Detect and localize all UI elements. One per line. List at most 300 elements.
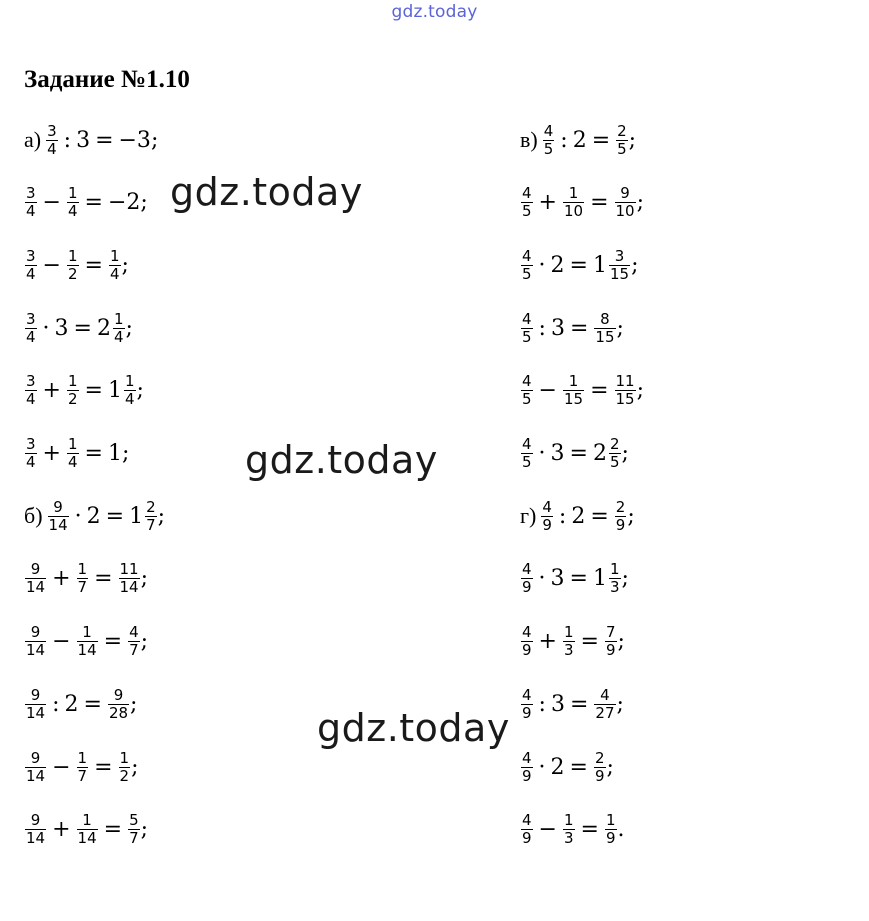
denominator: 7 xyxy=(77,766,88,785)
operator: : xyxy=(538,315,546,341)
denominator: 27 xyxy=(595,703,615,722)
equation-row xyxy=(520,738,614,796)
operator: − xyxy=(538,378,557,404)
numerator: 9 xyxy=(30,623,41,642)
fraction xyxy=(594,750,606,785)
denominator: 3 xyxy=(609,578,620,597)
operator: + xyxy=(42,378,61,404)
fraction xyxy=(25,311,37,346)
numerator: 1 xyxy=(67,372,78,391)
punctuation: ; xyxy=(621,441,629,466)
whole-part: 1 xyxy=(592,252,607,278)
numerator: 1 xyxy=(113,309,124,328)
numerator: 4 xyxy=(522,748,532,767)
part-label: а) xyxy=(24,127,42,152)
numerator: 4 xyxy=(522,184,532,203)
fraction xyxy=(543,123,555,158)
denominator: 5 xyxy=(609,453,620,471)
operator: · xyxy=(74,503,82,529)
part-label: б) xyxy=(24,503,43,529)
fraction xyxy=(521,185,533,220)
denominator: 9 xyxy=(615,515,626,534)
denominator: 14 xyxy=(26,578,46,597)
punctuation: ; xyxy=(121,441,130,466)
punctuation: ; xyxy=(130,691,138,717)
numerator: 1 xyxy=(568,372,579,391)
fraction xyxy=(521,812,533,847)
punctuation: ; xyxy=(631,252,639,278)
operator: = xyxy=(84,378,103,404)
whole-part: 1 xyxy=(107,378,122,404)
number: 3 xyxy=(54,315,69,341)
fraction xyxy=(25,812,46,847)
fraction xyxy=(594,311,615,346)
operator: : xyxy=(52,691,60,717)
watermark-1: gdz.today xyxy=(170,170,363,214)
numerator: 4 xyxy=(522,685,532,704)
fraction xyxy=(25,185,37,220)
whole-part: 2 xyxy=(592,441,607,466)
numerator: 4 xyxy=(522,246,532,265)
numerator: 1 xyxy=(82,623,92,642)
fraction xyxy=(124,373,136,408)
operator: = xyxy=(95,127,114,153)
fraction xyxy=(25,248,37,283)
denominator: 4 xyxy=(67,202,78,221)
operator: = xyxy=(103,817,123,843)
denominator: 5 xyxy=(522,453,532,471)
denominator: 7 xyxy=(77,578,88,597)
numerator: 4 xyxy=(522,435,532,453)
operator: − xyxy=(52,754,71,780)
numerator: 11 xyxy=(615,372,635,391)
operator: · xyxy=(538,754,546,780)
fraction xyxy=(609,248,630,283)
numerator: 3 xyxy=(26,435,36,453)
equation-row xyxy=(520,487,635,545)
punctuation: ; xyxy=(621,566,629,592)
denominator: 5 xyxy=(543,139,554,158)
numerator: 1 xyxy=(568,184,579,203)
denominator: 14 xyxy=(48,515,68,534)
fraction xyxy=(77,624,98,659)
operator: = xyxy=(105,503,125,529)
denominator: 14 xyxy=(119,578,139,597)
number: 2 xyxy=(64,691,79,717)
fraction xyxy=(521,561,533,596)
denominator: 2 xyxy=(119,766,130,785)
whole-part: 1 xyxy=(129,503,144,529)
equation-row xyxy=(24,801,148,859)
equation-row xyxy=(24,738,138,796)
numerator: 1 xyxy=(109,246,120,265)
task-title: Задание №1.10 xyxy=(24,66,190,93)
fraction xyxy=(113,311,125,346)
fraction xyxy=(67,248,79,283)
denominator: 9 xyxy=(605,641,616,660)
punctuation: . xyxy=(617,817,625,843)
punctuation: ; xyxy=(617,629,625,655)
fraction xyxy=(605,624,617,659)
numerator: 4 xyxy=(522,372,532,391)
mixed-number xyxy=(593,436,622,471)
denominator: 28 xyxy=(108,703,129,722)
denominator: 4 xyxy=(26,264,36,283)
numerator: 4 xyxy=(522,811,532,830)
denominator: 4 xyxy=(26,327,36,346)
punctuation: ; xyxy=(140,629,149,655)
number: −3 xyxy=(118,127,151,153)
operator: = xyxy=(590,503,609,529)
fraction xyxy=(615,185,636,220)
numerator: 1 xyxy=(563,811,574,830)
operator: = xyxy=(569,691,589,717)
mixed-number xyxy=(129,499,158,534)
denominator: 10 xyxy=(563,202,584,221)
denominator: 5 xyxy=(617,139,627,158)
operator: = xyxy=(590,190,609,216)
numerator: 1 xyxy=(67,184,78,203)
fraction xyxy=(119,750,131,785)
punctuation: ; xyxy=(125,315,133,341)
numerator: 2 xyxy=(609,435,620,453)
operator: = xyxy=(83,691,102,717)
operator: = xyxy=(580,817,599,843)
number: −2 xyxy=(107,190,141,216)
numerator: 9 xyxy=(30,811,41,830)
fraction xyxy=(521,687,533,722)
numerator: 4 xyxy=(129,623,139,642)
operator: = xyxy=(569,566,588,592)
equation-row xyxy=(24,550,148,608)
punctuation: ; xyxy=(140,190,148,216)
numerator: 3 xyxy=(26,309,36,328)
denominator: 15 xyxy=(609,264,630,283)
watermark-2: gdz.today xyxy=(245,438,438,482)
punctuation: ; xyxy=(636,190,645,216)
fraction xyxy=(67,373,79,408)
equation-row xyxy=(24,675,137,733)
operator: − xyxy=(42,252,61,278)
denominator: 2 xyxy=(67,264,78,283)
operator: + xyxy=(52,817,71,843)
top-watermark: gdz.today xyxy=(391,2,478,22)
numerator: 3 xyxy=(26,184,36,203)
fraction xyxy=(67,185,79,220)
fraction xyxy=(521,248,533,283)
fraction xyxy=(25,687,46,722)
part-label: в) xyxy=(520,127,538,152)
denominator: 14 xyxy=(26,829,46,848)
fraction xyxy=(128,624,140,659)
number: 3 xyxy=(550,566,565,592)
fraction xyxy=(605,812,617,847)
mixed-number xyxy=(593,248,631,283)
whole-part: 2 xyxy=(96,315,111,341)
numerator: 3 xyxy=(26,372,36,391)
denominator: 14 xyxy=(77,829,97,848)
operator: = xyxy=(569,315,589,341)
operator: = xyxy=(94,566,113,592)
numerator: 4 xyxy=(542,497,552,516)
mixed-number xyxy=(108,373,137,408)
punctuation: ; xyxy=(616,691,624,717)
denominator: 10 xyxy=(615,202,635,221)
punctuation: ; xyxy=(627,503,635,529)
denominator: 2 xyxy=(67,390,78,409)
equation-row xyxy=(520,299,624,357)
operator: = xyxy=(94,754,113,780)
fraction xyxy=(25,750,46,785)
equation-row xyxy=(520,111,636,169)
fraction xyxy=(521,624,533,659)
part-label: г) xyxy=(520,503,537,529)
denominator: 14 xyxy=(26,766,46,785)
numerator: 8 xyxy=(600,309,610,328)
operator: : xyxy=(538,691,546,717)
punctuation: ; xyxy=(131,754,139,780)
denominator: 5 xyxy=(522,202,532,221)
number: 2 xyxy=(550,754,565,780)
denominator: 9 xyxy=(522,703,532,722)
operator: − xyxy=(538,817,557,843)
number: 2 xyxy=(550,252,565,278)
denominator: 9 xyxy=(522,641,532,660)
operator: = xyxy=(569,754,588,780)
numerator: 4 xyxy=(522,309,532,328)
punctuation: ; xyxy=(140,817,149,843)
equation-row xyxy=(24,299,133,357)
numerator: 1 xyxy=(77,748,88,767)
denominator: 9 xyxy=(605,829,616,848)
fraction xyxy=(77,812,98,847)
denominator: 15 xyxy=(595,327,615,346)
numerator: 4 xyxy=(543,121,554,140)
numerator: 4 xyxy=(522,560,532,579)
numerator: 3 xyxy=(47,121,57,140)
fraction xyxy=(563,185,584,220)
equation-row xyxy=(24,362,144,420)
operator: = xyxy=(580,629,599,655)
numerator: 9 xyxy=(30,748,41,767)
watermark-3: gdz.today xyxy=(317,706,510,750)
fraction xyxy=(25,436,37,471)
equation-row xyxy=(520,236,639,294)
numerator: 9 xyxy=(30,560,41,579)
numerator: 1 xyxy=(563,623,574,642)
fraction xyxy=(119,561,140,596)
operator: = xyxy=(590,378,609,404)
denominator: 9 xyxy=(594,766,605,785)
fraction xyxy=(563,373,584,408)
numerator: 2 xyxy=(615,497,626,516)
equation-row xyxy=(520,801,625,859)
fraction xyxy=(67,436,79,471)
denominator: 4 xyxy=(26,390,36,409)
operator: = xyxy=(84,190,103,216)
fraction xyxy=(541,499,553,534)
denominator: 4 xyxy=(26,453,36,471)
numerator: 9 xyxy=(53,497,63,516)
numerator: 1 xyxy=(609,560,620,579)
punctuation: ; xyxy=(157,503,166,529)
numerator: 1 xyxy=(67,435,78,453)
denominator: 3 xyxy=(563,641,574,660)
equation-row xyxy=(520,613,625,671)
denominator: 7 xyxy=(129,829,139,848)
operator: = xyxy=(591,127,611,153)
number: 3 xyxy=(550,315,565,341)
fraction xyxy=(77,561,89,596)
equation-row xyxy=(520,425,629,483)
fraction xyxy=(521,436,533,471)
equation-row xyxy=(520,174,644,232)
number: 3 xyxy=(550,691,565,717)
operator: = xyxy=(569,441,588,466)
operator: − xyxy=(42,190,61,216)
number: 2 xyxy=(571,503,586,529)
denominator: 5 xyxy=(522,327,532,346)
denominator: 9 xyxy=(522,578,532,597)
numerator: 1 xyxy=(124,372,135,391)
denominator: 15 xyxy=(615,390,635,409)
denominator: 14 xyxy=(26,703,46,722)
fraction xyxy=(48,499,69,534)
mixed-number xyxy=(97,311,126,346)
punctuation: ; xyxy=(616,315,624,341)
operator: · xyxy=(42,315,50,341)
denominator: 4 xyxy=(109,264,120,283)
operator: + xyxy=(42,441,61,466)
numerator: 5 xyxy=(129,811,139,830)
denominator: 4 xyxy=(124,390,135,409)
number: 2 xyxy=(572,127,587,153)
operator: · xyxy=(538,441,546,466)
denominator: 4 xyxy=(67,453,78,471)
fraction xyxy=(25,561,46,596)
denominator: 4 xyxy=(26,202,36,221)
fraction xyxy=(145,499,157,534)
numerator: 9 xyxy=(620,184,630,203)
fraction xyxy=(46,123,58,158)
fraction xyxy=(609,436,621,471)
numerator: 9 xyxy=(113,685,124,704)
operator: + xyxy=(538,190,557,216)
operator: = xyxy=(84,441,103,466)
denominator: 9 xyxy=(522,829,532,848)
operator: = xyxy=(84,252,103,278)
operator: + xyxy=(52,566,71,592)
fraction xyxy=(128,812,140,847)
fraction xyxy=(521,373,533,408)
operator: = xyxy=(73,315,92,341)
denominator: 9 xyxy=(542,515,552,534)
numerator: 4 xyxy=(522,623,532,642)
fraction xyxy=(109,248,121,283)
operator: − xyxy=(52,629,71,655)
numerator: 4 xyxy=(600,685,610,704)
numerator: 1 xyxy=(119,748,130,767)
denominator: 14 xyxy=(26,641,46,660)
denominator: 15 xyxy=(563,390,584,409)
equation-row xyxy=(520,362,644,420)
numerator: 1 xyxy=(82,811,92,830)
operator: + xyxy=(538,629,557,655)
fraction xyxy=(563,812,575,847)
equation-row xyxy=(24,111,158,169)
operator: : xyxy=(558,503,567,529)
punctuation: ; xyxy=(136,378,144,404)
numerator: 2 xyxy=(617,121,627,140)
denominator: 14 xyxy=(77,641,97,660)
numerator: 3 xyxy=(26,246,36,265)
fraction xyxy=(521,311,533,346)
fraction xyxy=(25,624,46,659)
numerator: 9 xyxy=(30,685,41,704)
numerator: 11 xyxy=(119,560,139,579)
denominator: 4 xyxy=(47,139,57,158)
punctuation: ; xyxy=(140,566,149,592)
numerator: 1 xyxy=(77,560,88,579)
equation-row xyxy=(24,487,165,545)
number: 1 xyxy=(107,441,122,466)
equation-row xyxy=(24,613,148,671)
operator: = xyxy=(103,629,123,655)
fraction xyxy=(609,561,621,596)
punctuation: ; xyxy=(628,127,637,153)
operator: · xyxy=(538,252,546,278)
numerator: 2 xyxy=(594,748,605,767)
denominator: 4 xyxy=(113,327,124,346)
numerator: 1 xyxy=(67,246,78,265)
fraction xyxy=(615,499,627,534)
denominator: 7 xyxy=(129,641,139,660)
fraction xyxy=(594,687,615,722)
equation-row xyxy=(520,550,629,608)
numerator: 7 xyxy=(605,623,616,642)
fraction xyxy=(25,373,37,408)
denominator: 5 xyxy=(522,390,532,409)
denominator: 5 xyxy=(522,264,532,283)
fraction xyxy=(108,687,129,722)
punctuation: ; xyxy=(121,252,129,278)
mixed-number xyxy=(593,561,622,596)
number: 3 xyxy=(76,127,91,153)
operator: = xyxy=(569,252,588,278)
operator: · xyxy=(538,566,546,592)
operator: : xyxy=(63,127,72,153)
fraction xyxy=(615,373,636,408)
number: 3 xyxy=(550,441,565,466)
operator: : xyxy=(560,127,568,153)
fraction xyxy=(616,123,628,158)
numerator: 2 xyxy=(146,497,156,516)
fraction xyxy=(521,750,533,785)
numerator: 3 xyxy=(614,246,625,265)
punctuation: ; xyxy=(636,378,645,404)
numerator: 1 xyxy=(605,811,616,830)
denominator: 3 xyxy=(563,829,574,848)
equation-row xyxy=(520,675,624,733)
denominator: 9 xyxy=(522,766,532,785)
whole-part: 1 xyxy=(592,566,607,592)
fraction xyxy=(77,750,89,785)
punctuation: ; xyxy=(606,754,614,780)
punctuation: ; xyxy=(150,127,159,153)
fraction xyxy=(563,624,575,659)
denominator: 7 xyxy=(146,515,156,534)
equation-row xyxy=(24,174,148,232)
